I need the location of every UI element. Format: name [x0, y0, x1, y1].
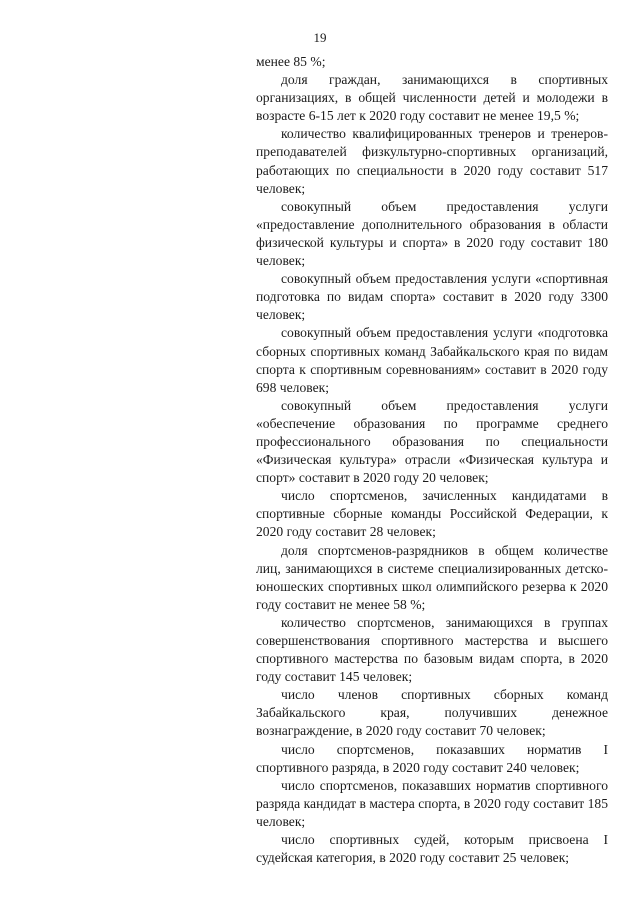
paragraph: совокупный объем предоставления услуги «обеспечение образования по программе среднего профессионального образования по специальности «Физическая культура» отрасли «Физическая культура и спорт» составит в 2020 году 20 человек;	[256, 397, 608, 486]
document-body	[256, 53, 608, 867]
paragraph: число спортсменов, показавших норматив спортивного разряда кандидат в мастера спорта, в 2020 году составит 185 человек;	[256, 777, 608, 829]
paragraph: число спортивных судей, которым присвоена I судейская категория, в 2020 году составит 25 человек;	[256, 832, 608, 866]
page-number: 19	[313, 30, 327, 45]
paragraph: совокупный объем предоставления услуги «подготовка сборных спортивных команд Забайкальского края по видам спорта к спортивным соревнованиям» составит в 2020 году 698 человек;	[256, 325, 608, 395]
paragraph: совокупный объем предоставления услуги «спортивная подготовка по видам спорта» составит в 2020 году 3300 человек;	[256, 271, 608, 323]
paragraph: число спортсменов, зачисленных кандидатами в спортивные сборные команды Российской Федерации, к 2020 году составит 28 человек;	[256, 488, 608, 540]
paragraph: число членов спортивных сборных команд Забайкальского края, получивших денежное вознаграждение, в 2020 году составит 70 человек;	[256, 687, 608, 739]
paragraph: количество спортсменов, занимающихся в группах совершенствования спортивного мастерства и высшего спортивного мастерства по базовым видам спорта, в 2020 году составит 145 человек;	[256, 614, 608, 685]
paragraph: доля граждан, занимающихся в спортивных организациях, в общей численности детей и молодежи в возрасте 6-15 лет к 2020 году составит не менее 19,5 %;	[256, 72, 608, 124]
paragraph: менее 85 %;	[256, 54, 326, 69]
paragraph: количество квалифицированных тренеров и тренеров-преподавателей физкультурно-спортивных организаций, работающих по специальности в 2020 году составит 517 человек;	[256, 126, 608, 196]
paragraph: доля спортсменов-разрядников в общем количестве лиц, занимающихся в системе специализированных детско-юношеских спортивных школ олимпийского резерва к 2020 году составит не менее 58 %;	[256, 542, 608, 612]
paragraph: число спортсменов, показавших норматив I спортивного разряда, в 2020 году составит 240 человек;	[256, 741, 608, 775]
paragraph: совокупный объем предоставления услуги «предоставление дополнительного образования в области физической культуры и спорта» в 2020 году составит 180 человек;	[256, 198, 608, 269]
